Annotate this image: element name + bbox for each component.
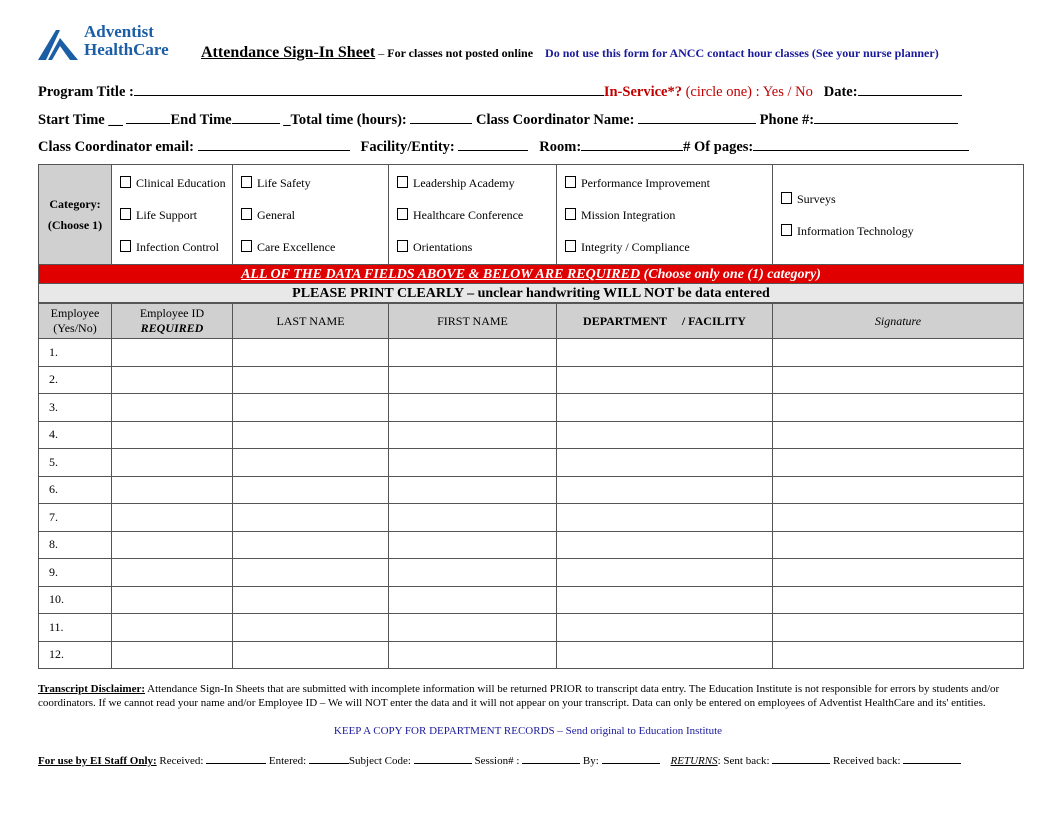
table-row (39, 531, 1024, 559)
sent-back-field[interactable] (772, 753, 830, 764)
disclaimer-text: Attendance Sign-In Sheets that are submitted with incomplete information will be returned PRIOR to transcript data entry. The Education Institute is not responsible for errors by students and/or coordinators. If we cannot read your name and/or Employee ID – We will NOT enter the data and it will not appear on your transcript. Data can only be entered on employees of Adventist HealthCare and its' entities. (38, 683, 1000, 709)
checkbox-icon[interactable] (781, 224, 792, 236)
table-cell[interactable] (557, 531, 773, 559)
table-cell[interactable] (557, 366, 773, 394)
table-cell[interactable] (557, 421, 773, 449)
table-cell[interactable] (233, 421, 389, 449)
table-cell[interactable] (773, 559, 1024, 587)
row-number: 12. (39, 641, 112, 669)
received-label: Received: (159, 755, 204, 767)
field-line-email (38, 137, 969, 156)
table-cell[interactable] (557, 394, 773, 422)
table-row (39, 366, 1024, 394)
checkbox-icon[interactable] (565, 176, 576, 188)
checkbox-icon[interactable] (565, 240, 576, 252)
date-label: Date: (823, 84, 858, 100)
category-col-4 (557, 165, 773, 266)
table-row (39, 614, 1024, 642)
checkbox-icon[interactable] (397, 240, 408, 252)
start-time-field[interactable] (126, 110, 170, 124)
table-cell[interactable] (557, 476, 773, 504)
table-cell[interactable] (112, 394, 233, 422)
col-header-last-name: LAST NAME (233, 304, 389, 339)
returns-label: RETURNS (670, 755, 718, 767)
category-choose: (Choose 1) (47, 218, 103, 232)
table-cell[interactable] (233, 641, 389, 669)
table-cell[interactable] (389, 339, 557, 367)
transcript-disclaimer (38, 683, 1018, 710)
row-number: 1. (39, 339, 112, 367)
table-cell[interactable] (773, 476, 1024, 504)
total-time-label: _Total time (hours): (283, 112, 407, 128)
logo-line1: Adventist (84, 22, 154, 41)
staff-use-line (38, 753, 961, 767)
required-banner (38, 264, 1024, 284)
table-cell[interactable] (773, 531, 1024, 559)
table-cell[interactable] (557, 641, 773, 669)
row-number: 11. (39, 614, 112, 642)
row-number: 9. (39, 559, 112, 587)
subject-code-label: Subject Code: (348, 755, 411, 767)
category-option[interactable]: Performance Improvement (557, 169, 772, 201)
table-cell[interactable] (112, 531, 233, 559)
table-cell[interactable] (557, 449, 773, 477)
row-number: 2. (39, 366, 112, 394)
col-header-department: DEPARTMENT / FACILITY (557, 304, 773, 339)
table-row (39, 449, 1024, 477)
table-cell[interactable] (773, 421, 1024, 449)
category-option[interactable]: General (233, 201, 388, 233)
col-header-first-name: FIRST NAME (389, 304, 557, 339)
table-row (39, 641, 1024, 669)
table-cell[interactable] (112, 504, 233, 532)
coordinator-name-field[interactable] (638, 110, 756, 124)
table-cell[interactable] (773, 339, 1024, 367)
checkbox-icon[interactable] (241, 240, 252, 252)
row-number: 7. (39, 504, 112, 532)
entered-field[interactable] (309, 753, 349, 764)
facility-label: Facility/Entity: (360, 139, 455, 155)
table-row (39, 476, 1024, 504)
category-option[interactable]: Surveys (773, 185, 1023, 217)
table-row (39, 339, 1024, 367)
table-cell[interactable] (233, 586, 389, 614)
table-cell[interactable] (557, 559, 773, 587)
logo-line2: HealthCare (84, 40, 169, 59)
disclaimer-label: Transcript Disclaimer: (38, 683, 146, 695)
banner-category-text: (Choose only one (1) category) (640, 267, 821, 282)
page-header (201, 44, 939, 62)
checkbox-icon[interactable] (120, 240, 131, 252)
table-cell[interactable] (389, 504, 557, 532)
pages-field[interactable] (753, 137, 969, 151)
received-field[interactable] (206, 753, 266, 764)
logo-mark-icon (38, 26, 78, 60)
table-cell[interactable] (233, 339, 389, 367)
checkbox-icon[interactable] (120, 176, 131, 188)
session-field[interactable] (522, 753, 580, 764)
keep-copy-notice: KEEP A COPY FOR DEPARTMENT RECORDS – Send original to Education Institute (333, 725, 723, 737)
checkbox-icon[interactable] (397, 176, 408, 188)
table-cell[interactable] (557, 586, 773, 614)
table-cell[interactable] (557, 339, 773, 367)
category-col-3 (389, 165, 557, 266)
staff-label: For use by EI Staff Only: (38, 755, 157, 767)
page-subtitle: For classes not posted online (387, 46, 534, 60)
category-label: Category: (49, 197, 101, 211)
checkbox-icon[interactable] (241, 176, 252, 188)
end-time-label: End Time (170, 112, 232, 128)
room-field[interactable] (581, 137, 683, 151)
by-label: By: (582, 755, 599, 767)
start-time-label: Start Time __ (38, 112, 123, 128)
col-header-signature: Signature (773, 304, 1024, 339)
table-cell[interactable] (389, 559, 557, 587)
pages-label: # Of pages: (683, 139, 754, 155)
received-back-label: Received back: (833, 755, 901, 767)
category-option[interactable]: Mission Integration (557, 201, 772, 233)
signin-table (38, 303, 1024, 669)
table-row (39, 394, 1024, 422)
table-cell[interactable] (389, 614, 557, 642)
table-cell[interactable] (389, 421, 557, 449)
entered-label: Entered: (268, 755, 307, 767)
table-cell[interactable] (112, 421, 233, 449)
title-dash: – (375, 46, 388, 60)
table-cell[interactable] (389, 586, 557, 614)
checkbox-icon[interactable] (241, 208, 252, 220)
checkbox-icon[interactable] (397, 208, 408, 220)
table-cell[interactable] (233, 366, 389, 394)
phone-label: Phone #: (759, 112, 815, 128)
page-title: Attendance Sign-In Sheet (201, 44, 376, 61)
category-option[interactable]: Leadership Academy (389, 169, 556, 201)
table-cell[interactable] (112, 641, 233, 669)
category-col-2 (233, 165, 389, 266)
table-cell[interactable] (233, 394, 389, 422)
date-field[interactable] (858, 82, 962, 96)
adventist-logo (38, 24, 188, 66)
checkbox-icon[interactable] (120, 208, 131, 220)
sent-back-label: : Sent back: (717, 755, 770, 767)
subject-code-field[interactable] (414, 753, 472, 764)
program-title-label: Program Title : (38, 84, 134, 100)
category-option[interactable]: Orientations (389, 233, 556, 265)
table-cell[interactable] (389, 449, 557, 477)
table-cell[interactable] (112, 366, 233, 394)
category-col-5 (773, 165, 1024, 266)
category-col-1 (112, 165, 233, 266)
ancc-notice: Do not use this form for ANCC contact hour classes (See your nurse planner) (545, 46, 939, 60)
end-time-field[interactable] (232, 110, 280, 124)
row-number: 6. (39, 476, 112, 504)
coordinator-email-field[interactable] (198, 137, 350, 151)
table-cell[interactable] (773, 366, 1024, 394)
table-cell[interactable] (389, 476, 557, 504)
table-cell[interactable] (557, 504, 773, 532)
col-header-employee: Employee (Yes/No) (39, 304, 112, 339)
coordinator-email-label: Class Coordinator email: (38, 139, 195, 155)
table-cell[interactable] (233, 449, 389, 477)
checkbox-icon[interactable] (781, 192, 792, 204)
table-cell[interactable] (112, 614, 233, 642)
row-number: 3. (39, 394, 112, 422)
table-cell[interactable] (389, 641, 557, 669)
received-back-field[interactable] (903, 753, 961, 764)
table-cell[interactable] (233, 531, 389, 559)
session-label: Session# : (474, 755, 520, 767)
inservice-label: In-Service*? (603, 84, 682, 100)
table-row (39, 586, 1024, 614)
category-option[interactable]: Infection Control (112, 233, 232, 265)
category-option[interactable]: Care Excellence (233, 233, 388, 265)
table-cell[interactable] (773, 614, 1024, 642)
col-header-employee-id: Employee ID REQUIRED (112, 304, 233, 339)
category-option[interactable]: Life Safety (233, 169, 388, 201)
table-cell[interactable] (389, 366, 557, 394)
category-option[interactable]: Integrity / Compliance (557, 233, 772, 265)
table-cell[interactable] (773, 449, 1024, 477)
table-cell[interactable] (773, 586, 1024, 614)
table-cell[interactable] (112, 449, 233, 477)
table-cell[interactable] (233, 559, 389, 587)
table-cell[interactable] (557, 614, 773, 642)
by-field[interactable] (602, 753, 660, 764)
table-cell[interactable] (112, 586, 233, 614)
phone-field[interactable] (814, 110, 958, 124)
coordinator-name-label: Class Coordinator Name: (476, 112, 635, 128)
required-label: REQUIRED (140, 321, 204, 335)
category-option[interactable]: Healthcare Conference (389, 201, 556, 233)
row-number: 10. (39, 586, 112, 614)
banner-required-text: ALL OF THE DATA FIELDS ABOVE & BELOW ARE REQUIRED (241, 267, 641, 282)
facility-field[interactable] (458, 137, 528, 151)
row-number: 5. (39, 449, 112, 477)
field-line-program (38, 82, 962, 101)
table-cell[interactable] (233, 504, 389, 532)
table-cell[interactable] (773, 641, 1024, 669)
table-cell[interactable] (389, 394, 557, 422)
total-time-field[interactable] (410, 110, 472, 124)
table-row (39, 504, 1024, 532)
table-row (39, 559, 1024, 587)
table-cell[interactable] (112, 476, 233, 504)
category-table (38, 164, 1024, 266)
print-clearly-notice: PLEASE PRINT CLEARLY – unclear handwriting WILL NOT be data entered (38, 284, 1024, 303)
field-line-times (38, 110, 958, 129)
category-option[interactable]: Clinical Education (112, 169, 232, 201)
table-row (39, 421, 1024, 449)
category-option[interactable]: Information Technology (773, 217, 1023, 249)
table-cell[interactable] (233, 476, 389, 504)
table-cell[interactable] (389, 531, 557, 559)
table-cell[interactable] (233, 614, 389, 642)
category-header (39, 165, 112, 266)
inservice-options[interactable]: (circle one) : Yes / No (685, 84, 813, 100)
program-title-field[interactable] (134, 82, 604, 96)
row-number: 8. (39, 531, 112, 559)
table-cell[interactable] (773, 394, 1024, 422)
category-option[interactable]: Life Support (112, 201, 232, 233)
row-number: 4. (39, 421, 112, 449)
room-label: Room: (539, 139, 582, 155)
table-cell[interactable] (112, 339, 233, 367)
table-cell[interactable] (773, 504, 1024, 532)
table-cell[interactable] (112, 559, 233, 587)
checkbox-icon[interactable] (565, 208, 576, 220)
